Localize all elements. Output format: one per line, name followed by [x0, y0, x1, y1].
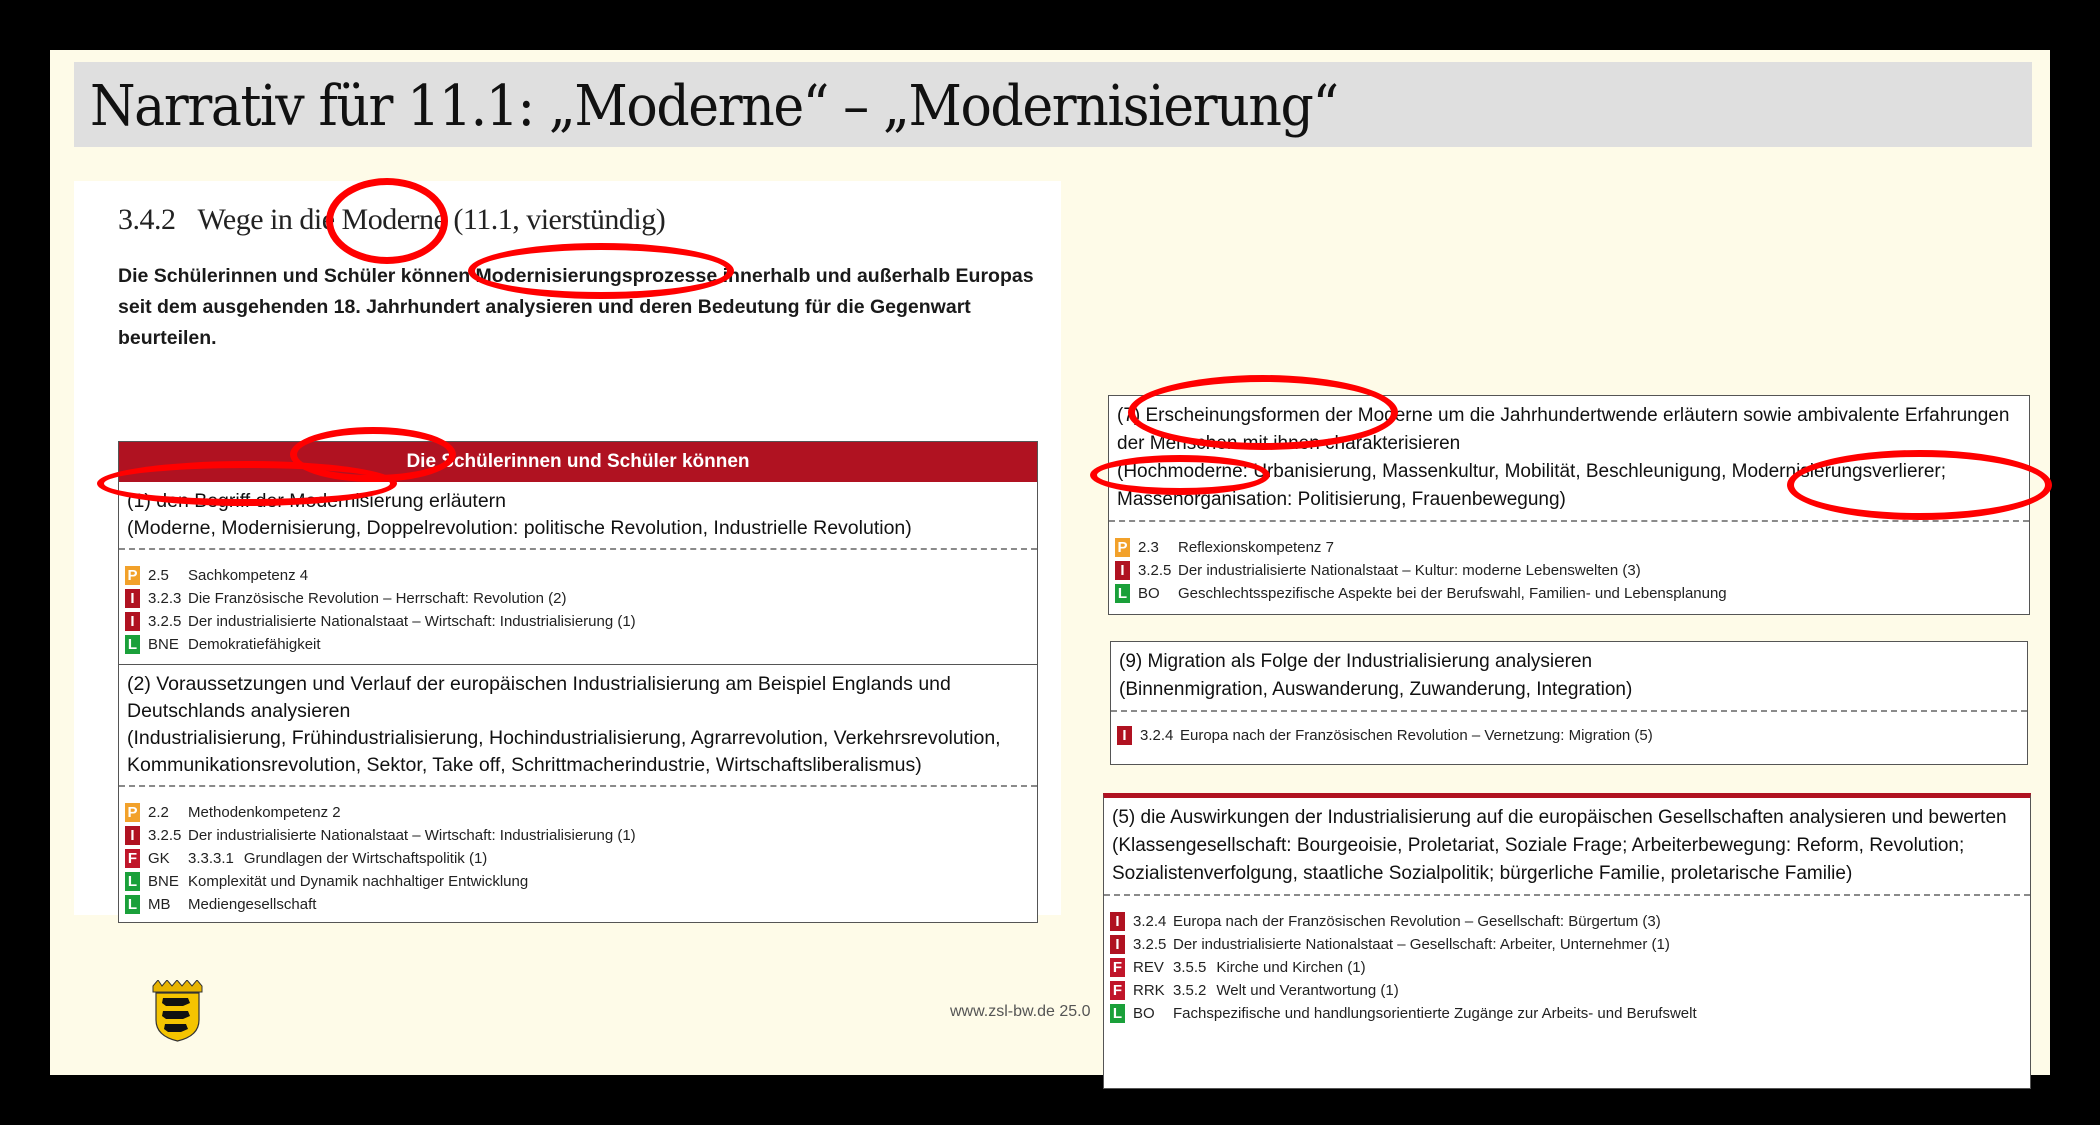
- badge-l-icon: L: [1115, 584, 1130, 603]
- reference-list: [1109, 522, 2029, 611]
- badge-f-icon: F: [1110, 981, 1125, 1000]
- section-title: Wege in die Moderne (11.1, vierstündig): [197, 203, 666, 236]
- reference-item: L BNE Komplexität und Dynamik nachhaltiger Entwicklung: [125, 870, 1031, 893]
- competency-1: [119, 482, 1037, 664]
- slide: [50, 50, 2050, 1075]
- competency-terms: (Industrialisierung, Frühindustrialisierung, Hochindustrialisierung, Agrarrevolution, Verkehrsrevolution, Kommunikationsrevolution, Sektor, Take off, Schrittmacherindustrie, Wirtschaftsliberalismus): [127, 727, 1001, 776]
- reference-item: I 3.2.5 Der industrialisierte Nationalstaat – Wirtschaft: Industrialisierung (1): [125, 824, 1031, 847]
- badge-i-icon: I: [125, 612, 140, 631]
- reference-item: P 2.2 Methodenkompetenz 2: [125, 801, 1031, 824]
- reference-list: [1111, 712, 2027, 753]
- reference-item: L BO Geschlechtsspezifische Aspekte bei der Berufswahl, Familien- und Lebensplanung: [1115, 582, 2023, 605]
- reference-item: L BNE Demokratiefähigkeit: [125, 633, 1031, 656]
- section-heading: [118, 203, 665, 237]
- section-number: 3.4.2: [118, 203, 176, 236]
- competency-2: [119, 665, 1037, 922]
- competency-9-box: [1110, 641, 2028, 765]
- reference-item: P 2.3 Reflexionskompetenz 7: [1115, 536, 2023, 559]
- reference-list: [119, 550, 1037, 664]
- badge-i-icon: I: [1115, 561, 1130, 580]
- table-header: Die Schülerinnen und Schüler können: [119, 442, 1037, 482]
- badge-l-icon: L: [1110, 1004, 1125, 1023]
- badge-i-icon: I: [1110, 935, 1125, 954]
- competency-text: (9) Migration als Folge der Industrialisierung analysieren: [1119, 651, 1593, 672]
- competency-text: (7) Erscheinungsformen der Moderne um die Jahrhundertwende erläutern sowie ambivalente Erfahrungen der Menschen mit ihnen charakterisieren: [1117, 405, 2010, 454]
- badge-l-icon: L: [125, 872, 140, 891]
- competency-terms: (Klassengesellschaft: Bourgeoisie, Proletariat, Soziale Frage; Arbeiterbewegung: Reform, Revolution; Sozialistenverfolgung, staatliche Sozialpolitik; bürgerliche Familie, proletarische Familie): [1112, 835, 1965, 884]
- reference-list: [119, 787, 1037, 922]
- competency-text: (2) Voraussetzungen und Verlauf der europäischen Industrialisierung am Beispiel Englands und Deutschlands analysieren: [127, 673, 951, 722]
- competency-text: (1) den Begriff der Modernisierung erläutern: [127, 490, 507, 512]
- title-bar: [74, 62, 2032, 147]
- reference-item: F REV 3.5.5 Kirche und Kirchen (1): [1110, 956, 2024, 979]
- reference-item: F GK 3.3.3.1 Grundlagen der Wirtschaftspolitik (1): [125, 847, 1031, 870]
- competency-terms: (Hochmoderne: Urbanisierung, Massenkultur, Mobilität, Beschleunigung, Modernisierungsverlierer; Massenorganisation: Politisierung, Frauenbewegung): [1117, 461, 1947, 510]
- badge-i-icon: I: [1117, 726, 1132, 745]
- badge-p-icon: P: [125, 803, 140, 822]
- badge-l-icon: L: [125, 895, 140, 914]
- badge-l-icon: L: [125, 635, 140, 654]
- badge-i-icon: I: [125, 826, 140, 845]
- reference-item: I 3.2.5 Der industrialisierte Nationalstaat – Kultur: moderne Lebenswelten (3): [1115, 559, 2023, 582]
- competency-terms: (Binnenmigration, Auswanderung, Zuwanderung, Integration): [1119, 679, 1633, 700]
- reference-item: F RRK 3.5.2 Welt und Verantwortung (1): [1110, 979, 2024, 1002]
- curriculum-excerpt-left: [74, 181, 1061, 915]
- reference-item: L MB Mediengesellschaft: [125, 893, 1031, 916]
- section-intro: Die Schülerinnen und Schüler können Modernisierungsprozesse innerhalb und außerhalb Europas seit dem ausgehenden 18. Jahrhundert analysieren und deren Bedeutung für die Gegenwart beurteilen.: [118, 265, 1034, 349]
- reference-item: I 3.2.5 Der industrialisierte Nationalstaat – Wirtschaft: Industrialisierung (1): [125, 610, 1031, 633]
- reference-item: I 3.2.4 Europa nach der Französischen Revolution – Gesellschaft: Bürgertum (3): [1110, 910, 2024, 933]
- badge-f-icon: F: [125, 849, 140, 868]
- reference-item: I 3.2.3 Die Französische Revolution – Herrschaft: Revolution (2): [125, 587, 1031, 610]
- reference-item: I 3.2.4 Europa nach der Französischen Revolution – Vernetzung: Migration (5): [1117, 724, 2021, 747]
- competency-text: (5) die Auswirkungen der Industrialisierung auf die europäischen Gesellschaften analysieren und bewerten: [1112, 807, 2007, 828]
- badge-p-icon: P: [125, 566, 140, 585]
- reference-item: P 2.5 Sachkompetenz 4: [125, 564, 1031, 587]
- competency-table: [118, 441, 1038, 923]
- badge-i-icon: I: [1110, 912, 1125, 931]
- badge-f-icon: F: [1110, 958, 1125, 977]
- footer-url[interactable]: www.zsl-bw.de 25.0: [950, 1003, 1091, 1020]
- competency-7-box: [1108, 395, 2030, 615]
- competency-5-box: [1103, 793, 2031, 1089]
- badge-i-icon: I: [125, 589, 140, 608]
- badge-p-icon: P: [1115, 538, 1130, 557]
- coat-of-arms-icon: [150, 980, 205, 1042]
- reference-list: [1104, 896, 2030, 1031]
- reference-item: L BO Fachspezifische und handlungsorientierte Zugänge zur Arbeits- und Berufswelt: [1110, 1002, 2024, 1025]
- reference-item: I 3.2.5 Der industrialisierte Nationalstaat – Gesellschaft: Arbeiter, Unternehmer (1): [1110, 933, 2024, 956]
- competency-terms: (Moderne, Modernisierung, Doppelrevolution: politische Revolution, Industrielle Revolution): [127, 517, 912, 539]
- slide-title: Narrativ für 11.1: „Moderne“ – „Modernisierung“: [90, 74, 1338, 139]
